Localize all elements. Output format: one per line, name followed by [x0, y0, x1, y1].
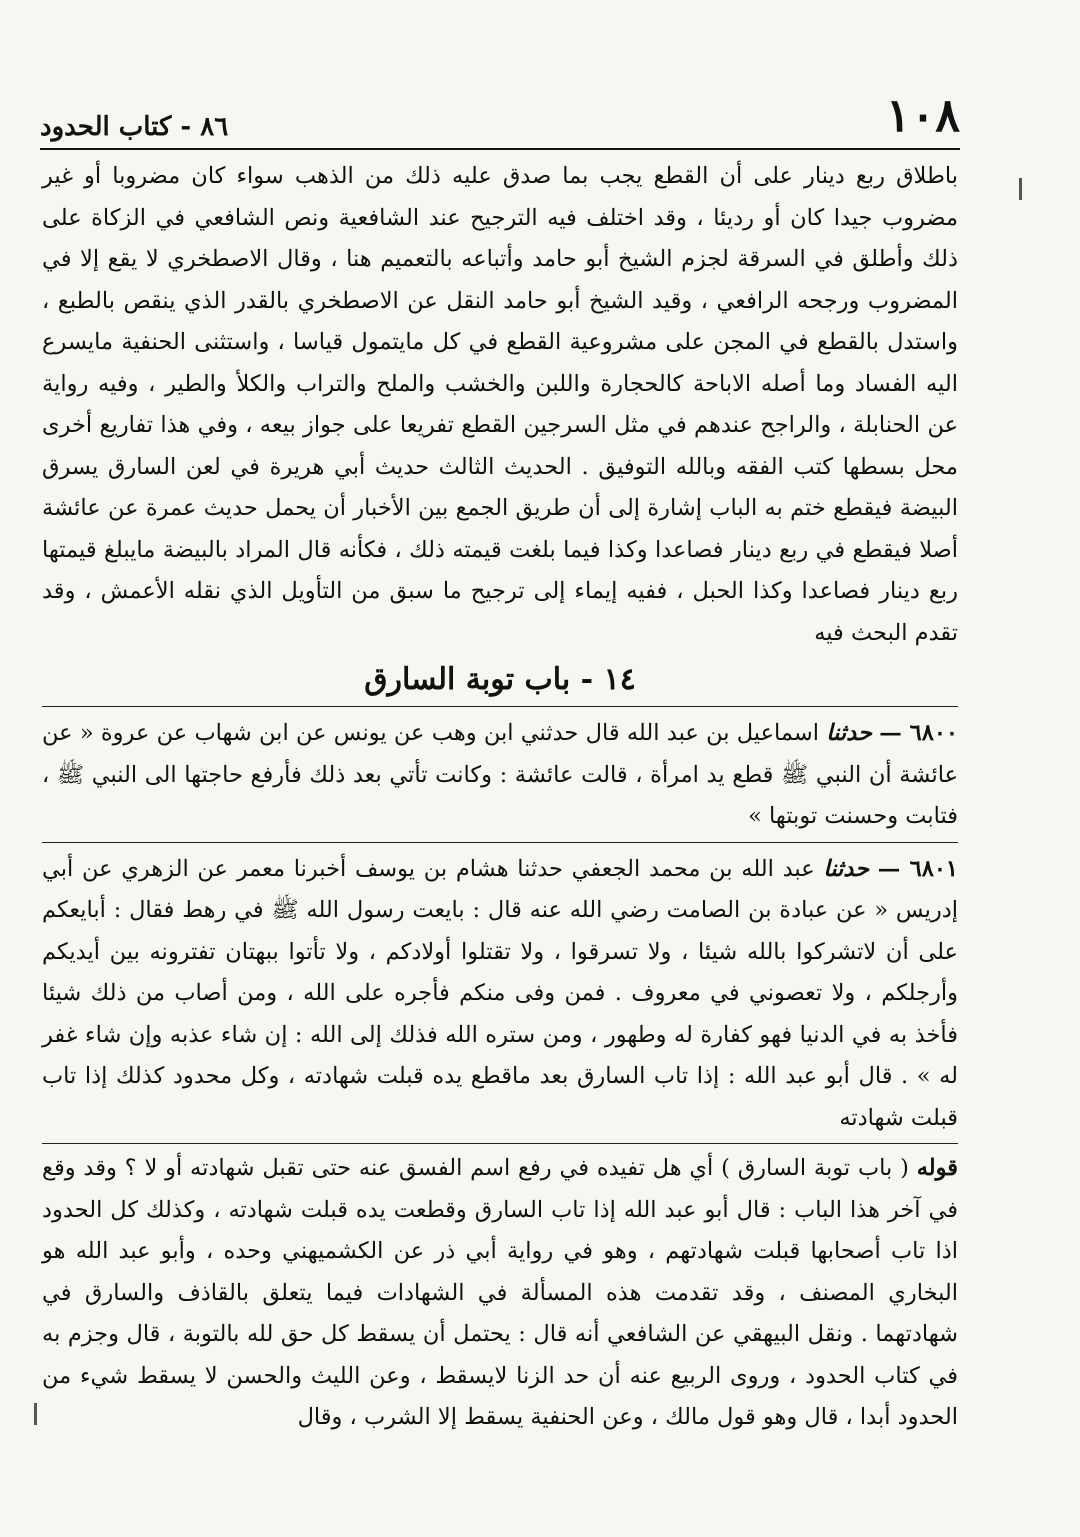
margin-mark: [1019, 178, 1022, 200]
hadith-6801: [42, 842, 958, 1140]
commentary-paragraph: باطلاق ربع دينار على أن القطع يجب بما صدق عليه ذلك من الذهب سواء كان مضروبا أو غير مضروب جيدا كان أو رديئا ، وقد اختلف فيه الترجيح عند الشافعية ونص الشافعي في الزكاة على ذلك وأطلق في السرقة لجزم الشيخ أبو حامد وأتباعه بالتعميم هنا ، وقال الاصطخري لا يقع إلا في المضروب ورجحه الرافعي ، وقيد الشيخ أبو حامد النقل عن الاصطخري بالقدر الذي ينقص بالطبع ، واستدل بالقطع في المجن على مشروعية القطع في كل مايتمول قياسا ، واستثنى الحنفية مايسرع اليه الفساد وما أصله الاباحة كالحجارة واللبن والخشب والملح والتراب والكلأ والطير ، وفيه رواية عن الحنابلة ، والراجح عندهم في مثل السرجين القطع تفريعا على جواز بيعه ، وفي هذا تفاريع أخرى محل بسطها كتب الفقه وبالله التوفيق . الحديث الثالث حديث أبي هريرة في لعن السارق يسرق البيضة فيقطع ختم به الباب إشارة إلى أن طريق الجمع بين الأخبار أن يحمل حديث عمرة عن عائشة أصلا فيقطع في ربع دينار فصاعدا وكذا فيما بلغت قيمته ذلك ، فكأنه قال المراد بالبيضة مايبلغ قيمتها ربع دينار فصاعدا وكذا الحبل ، ففيه إيماء إلى ترجيح ما سبق من التأويل الذي نقله الأعمش ، وقد تقدم البحث فيه: [42, 163, 958, 646]
hadith-6800: [42, 706, 958, 838]
hadith-number: ٦٨٠١ —: [877, 855, 958, 882]
main-text: [42, 156, 958, 1439]
page-number: ١٠٨: [885, 88, 960, 142]
margin-mark: [34, 1403, 37, 1425]
hadith-text: عبد الله بن محمد الجعفي حدثنا هشام بن يوسف أخبرنا معمر عن الزهري عن أبي إدريس « عن عبادة بن الصامت رضي الله عنه قال : بايعت رسول الله ﷺ في رهط فقال : أبايعكم على أن لاتشركوا بالله شيئا ، ولا تسرقوا ، ولا تقتلوا أولادكم ، ولا تأتوا ببهتان تفترونه بين أيديكم وأرجلكم ، ولا تعصوني في معروف . فمن وفى منكم فأجره على الله ، ومن أصاب من ذلك شيئا فأخذ به في الدنيا فهو كفارة له وطهور ، ومن ستره الله فذلك إلى الله : إن شاء عذبه وإن شاء غفر له » . قال أبو عبد الله : إذا تاب السارق بعد ماقطع يده قبلت شهادته ، وكل محدود كذلك إذا تاب قبلت شهادته: [42, 855, 958, 1131]
hadith-opener: حدثنا: [826, 720, 872, 746]
running-header: [40, 80, 960, 150]
hadith-text: اسماعيل بن عبد الله قال حدثني ابن وهب عن يونس عن ابن شهاب عن عروة « عن عائشة أن النبي ﷺ قطع يد امرأة ، قالت عائشة : وكانت تأتي بعد ذلك فأرفع حاجتها الى النبي ﷺ ، فتابت وحسنت توبتها »: [42, 720, 958, 829]
commentary-text: ( باب توبة السارق ) أي هل تفيده في رفع اسم الفسق عنه حتى تقبل شهادته أو لا ؟ وقد وقع في آخر هذا الباب : قال أبو عبد الله إذا تاب السارق وقطعت يده قبلت شهادته ، وكذلك كل الحدود اذا تاب أصحابها قبلت شهادتهم ، وهو في رواية أبي ذر عن الكشميهني وحده ، وأبو عبد الله هو البخاري المصنف ، وقد تقدمت هذه المسألة في الشهادات فيما يتعلق بالقاذف والسارق في شهادتهما . ونقل البيهقي عن الشافعي أنه قال : يحتمل أن يسقط كل حق لله بالتوبة ، قال وجزم به في كتاب الحدود ، وروى الربيع عنه أن حد الزنا لايسقط ، وعن الليث والحسن لا يسقط شيء من الحدود أبدا ، قال وهو قول مالك ، وعن الحنفية يسقط إلا الشرب ، وقال: [42, 1155, 958, 1430]
commentary-paragraph-bottom: [42, 1143, 958, 1439]
commentary-opener: قوله: [916, 1155, 959, 1181]
chapter-heading: ١٤ - باب توبة السارق: [364, 662, 636, 697]
hadith-number: ٦٨٠٠ —: [879, 720, 959, 746]
book-title: ٨٦ - كتاب الحدود: [40, 112, 229, 142]
hadith-opener: حدثنا: [823, 855, 869, 882]
